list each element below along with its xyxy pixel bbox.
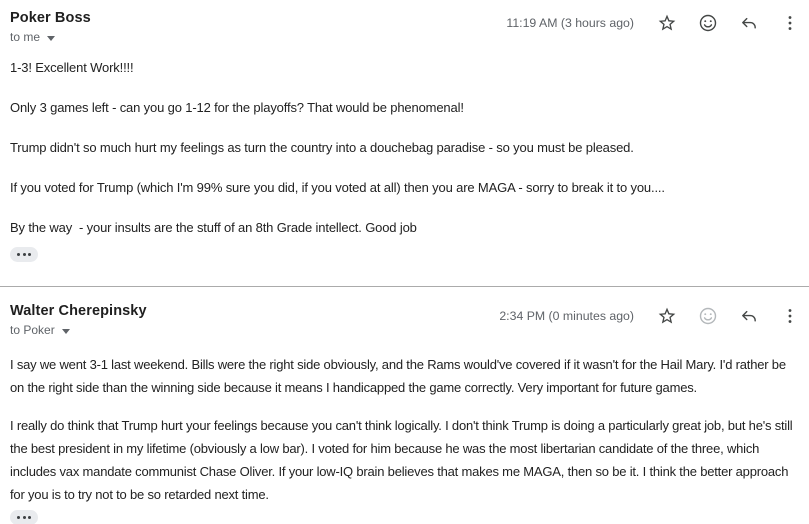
dot — [28, 516, 31, 519]
chevron-down-icon — [62, 329, 70, 334]
message-header — [10, 303, 800, 337]
message-body — [10, 58, 800, 238]
timestamp: 11:19 AM (3 hours ago) — [506, 16, 634, 30]
body-paragraph: I really do think that Trump hurt your feelings because you can't think logically. I don't think Trump is doing a particularly great job, but he's still the best president in my lifetime (obviously a low bar). I voted for him because he was the most libertarian candidate of the three, which includes vax mandate communist Chase Oliver. If your low-IQ brain believes that makes me MAGA, then so be it. I think the better approach for you is to try not to be so retarded next time. — [10, 418, 796, 502]
sender-name: Walter Cherepinsky — [10, 303, 147, 319]
dot — [17, 516, 20, 519]
show-trimmed-content-button[interactable] — [10, 510, 38, 524]
body-paragraph: If you voted for Trump (which I'm 99% sure you did, if you voted at all) then you are MAGA - sorry to break it to you.... — [10, 180, 665, 195]
star-icon[interactable] — [657, 306, 677, 326]
body-paragraph: I say we went 3-1 last weekend. Bills were the right side obviously, and the Rams would've covered if it wasn't for the Hail Mary. I'd rather be on the right side than the winning side because it means I handicapped the game correctly. Very important for future games. — [10, 357, 790, 395]
recipient-details-dropdown[interactable] — [10, 323, 70, 337]
emoji-reaction-icon[interactable] — [698, 13, 718, 33]
recipient-details-dropdown[interactable] — [10, 30, 55, 44]
recipient-label: to Poker — [10, 323, 55, 337]
dot — [17, 253, 20, 256]
timestamp: 2:34 PM (0 minutes ago) — [499, 309, 634, 323]
more-vert-icon[interactable] — [780, 13, 800, 33]
body-paragraph: Trump didn't so much hurt my feelings as turn the country into a douchebag paradise - so you must be pleased. — [10, 140, 634, 155]
message-header — [10, 10, 800, 44]
emoji-reaction-icon[interactable] — [698, 306, 718, 326]
reply-icon[interactable] — [739, 13, 759, 33]
sender-block — [10, 303, 147, 337]
email-message-2 — [0, 287, 809, 524]
dot — [28, 253, 31, 256]
body-paragraph: By the way - your insults are the stuff of an 8th Grade intellect. Good job — [10, 220, 417, 235]
sender-block — [10, 10, 91, 44]
chevron-down-icon — [47, 36, 55, 41]
sender-name: Poker Boss — [10, 10, 91, 26]
body-paragraph: Only 3 games left - can you go 1-12 for the playoffs? That would be phenomenal! — [10, 100, 464, 115]
more-vert-icon[interactable] — [780, 306, 800, 326]
dot — [23, 516, 26, 519]
message-body — [10, 353, 800, 506]
recipient-label: to me — [10, 30, 41, 44]
reply-icon[interactable] — [739, 306, 759, 326]
message-actions — [499, 306, 800, 326]
star-icon[interactable] — [657, 13, 677, 33]
message-actions — [506, 13, 800, 33]
body-paragraph: 1-3! Excellent Work!!!! — [10, 60, 134, 75]
show-trimmed-content-button[interactable] — [10, 247, 38, 262]
dot — [23, 253, 26, 256]
